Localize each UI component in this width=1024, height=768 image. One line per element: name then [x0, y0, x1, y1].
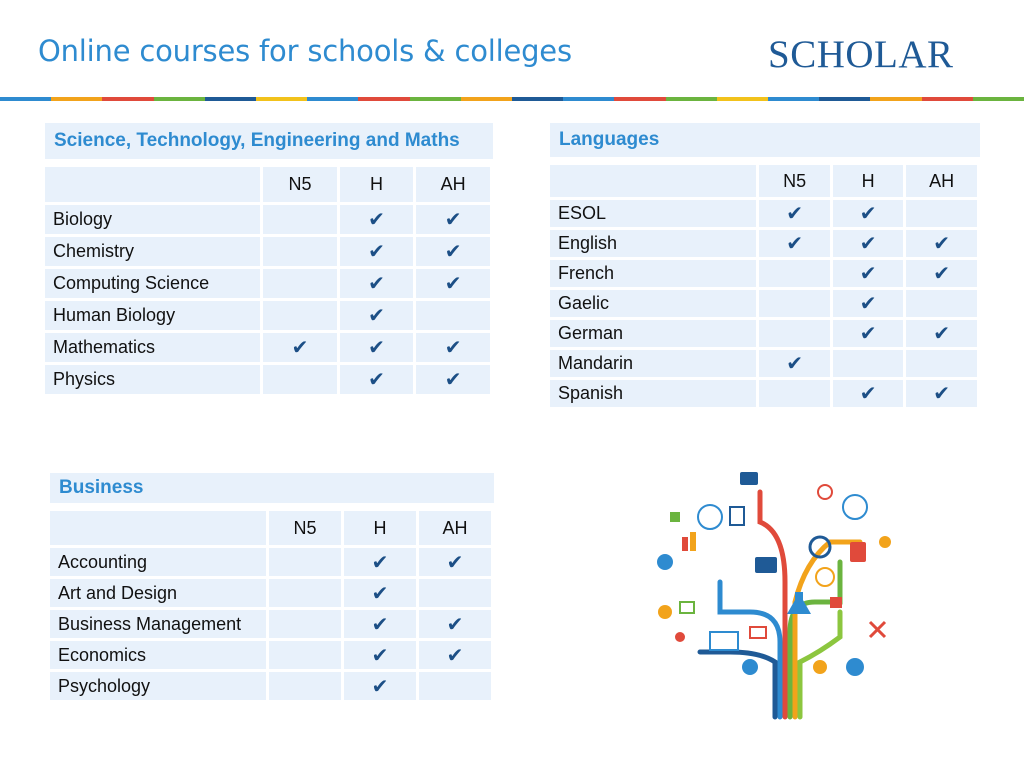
gender-icon	[818, 485, 832, 499]
empty-cell	[759, 320, 830, 347]
stripe-segment	[205, 97, 256, 101]
subject-label: Accounting	[50, 548, 266, 576]
level-header-h: H	[833, 165, 903, 197]
check-icon: ✔	[906, 320, 977, 347]
subject-label: German	[550, 320, 756, 347]
languages-header: Languages	[550, 123, 980, 157]
stripe-segment	[819, 97, 870, 101]
lock-icon	[830, 597, 842, 608]
puzzle-icon	[670, 512, 680, 522]
subject-label: Mandarin	[550, 350, 756, 377]
stripe-segment	[358, 97, 409, 101]
subject-label: Mathematics	[45, 333, 260, 362]
stripe-segment	[563, 97, 614, 101]
check-icon: ✔	[833, 290, 903, 317]
table-row	[50, 548, 491, 576]
subject-label: Computing Science	[45, 269, 260, 298]
business-corner-cell	[50, 511, 266, 545]
check-icon: ✔	[416, 333, 490, 362]
empty-cell	[906, 200, 977, 227]
subject-icons-tree-illustration	[640, 462, 910, 722]
stripe-segment	[461, 97, 512, 101]
subject-label: Physics	[45, 365, 260, 394]
check-icon: ✔	[833, 260, 903, 287]
level-header-h: H	[344, 511, 416, 545]
check-icon: ✔	[906, 260, 977, 287]
empty-cell	[269, 579, 341, 607]
pie-chart-icon	[813, 660, 827, 674]
tools-icon	[870, 622, 885, 637]
check-icon: ✔	[906, 230, 977, 257]
check-icon: ✔	[759, 350, 830, 377]
stripe-segment	[307, 97, 358, 101]
speech-bubble-icon	[657, 554, 673, 570]
table-row	[50, 672, 491, 700]
level-header-ah: AH	[419, 511, 491, 545]
empty-cell	[269, 672, 341, 700]
stripe-segment	[51, 97, 102, 101]
empty-cell	[416, 301, 490, 330]
stripe-segment	[922, 97, 973, 101]
level-header-ah: AH	[416, 167, 490, 202]
empty-cell	[833, 350, 903, 377]
image-icon	[680, 602, 694, 613]
subject-label: Psychology	[50, 672, 266, 700]
table-row	[45, 237, 490, 266]
subject-label: Economics	[50, 641, 266, 669]
check-icon: ✔	[833, 200, 903, 227]
level-header-h: H	[340, 167, 413, 202]
stem-panel	[45, 123, 493, 397]
table-row	[50, 579, 491, 607]
subject-icons-cluster	[657, 472, 891, 676]
stripe-segment	[666, 97, 717, 101]
calculator-icon	[850, 542, 866, 562]
stripe-segment	[102, 97, 153, 101]
suitcase-icon	[755, 557, 777, 573]
check-icon: ✔	[340, 365, 413, 394]
mail-icon	[750, 627, 766, 638]
subject-label: Art and Design	[50, 579, 266, 607]
check-icon: ✔	[344, 672, 416, 700]
empty-cell	[269, 610, 341, 638]
subject-label: Human Biology	[45, 301, 260, 330]
check-icon: ✔	[344, 579, 416, 607]
atom-icon	[698, 505, 722, 529]
empty-cell	[759, 260, 830, 287]
table-row	[550, 290, 977, 317]
business-header: Business	[50, 473, 494, 503]
empty-cell	[759, 380, 830, 407]
subject-label: Spanish	[550, 380, 756, 407]
table-row	[550, 380, 977, 407]
check-icon: ✔	[344, 610, 416, 638]
check-icon: ✔	[340, 333, 413, 362]
speaker-icon	[879, 536, 891, 548]
languages-table	[547, 162, 980, 410]
document-icon	[730, 507, 744, 525]
empty-cell	[263, 365, 337, 394]
check-icon: ✔	[759, 200, 830, 227]
check-icon: ✔	[344, 641, 416, 669]
empty-cell	[263, 301, 337, 330]
empty-cell	[419, 672, 491, 700]
tree-branch-navy	[700, 652, 775, 717]
languages-panel	[550, 123, 980, 410]
level-header-ah: AH	[906, 165, 977, 197]
stripe-segment	[973, 97, 1024, 101]
table-row	[550, 230, 977, 257]
share-icon	[846, 658, 864, 676]
subject-label: Biology	[45, 205, 260, 234]
subject-label: Gaelic	[550, 290, 756, 317]
globe-icon	[843, 495, 867, 519]
stripe-segment	[512, 97, 563, 101]
check-icon: ✔	[344, 548, 416, 576]
check-icon: ✔	[340, 237, 413, 266]
stripe-segment	[256, 97, 307, 101]
level-header-n5: N5	[269, 511, 341, 545]
table-row	[45, 365, 490, 394]
empty-cell	[263, 205, 337, 234]
languages-corner-cell	[550, 165, 756, 197]
check-icon: ✔	[419, 548, 491, 576]
lightbulb-icon	[658, 605, 672, 619]
table-row	[45, 205, 490, 234]
check-icon: ✔	[759, 230, 830, 257]
page-title: Online courses for schools & colleges	[38, 34, 572, 68]
empty-cell	[906, 290, 977, 317]
subject-label: Chemistry	[45, 237, 260, 266]
check-icon: ✔	[416, 205, 490, 234]
check-icon: ✔	[340, 205, 413, 234]
table-row	[550, 350, 977, 377]
check-icon: ✔	[419, 610, 491, 638]
stem-table	[42, 164, 493, 397]
subject-label: French	[550, 260, 756, 287]
empty-cell	[269, 548, 341, 576]
stem-header: Science, Technology, Engineering and Maths	[45, 123, 493, 159]
empty-cell	[269, 641, 341, 669]
stripe-segment	[717, 97, 768, 101]
gear-icon	[742, 659, 758, 675]
check-icon: ✔	[833, 380, 903, 407]
table-row	[50, 610, 491, 638]
stripe-segment	[410, 97, 461, 101]
clock-icon	[816, 568, 834, 586]
empty-cell	[263, 237, 337, 266]
check-icon: ✔	[416, 237, 490, 266]
table-row	[550, 200, 977, 227]
stem-corner-cell	[45, 167, 260, 202]
check-icon: ✔	[419, 641, 491, 669]
stripe-segment	[154, 97, 205, 101]
bar-chart-icon	[682, 537, 688, 551]
subject-label: Business Management	[50, 610, 266, 638]
level-header-n5: N5	[263, 167, 337, 202]
check-icon: ✔	[833, 230, 903, 257]
check-icon: ✔	[833, 320, 903, 347]
table-row	[45, 301, 490, 330]
heart-icon	[675, 632, 685, 642]
table-row	[550, 320, 977, 347]
business-table	[47, 508, 494, 703]
check-icon: ✔	[340, 301, 413, 330]
empty-cell	[906, 350, 977, 377]
check-icon: ✔	[906, 380, 977, 407]
table-row	[45, 333, 490, 362]
business-panel	[50, 473, 494, 703]
check-icon: ✔	[340, 269, 413, 298]
empty-cell	[263, 269, 337, 298]
stripe-segment	[768, 97, 819, 101]
empty-cell	[419, 579, 491, 607]
bar-chart-icon-bar2	[690, 532, 696, 551]
table-row	[550, 260, 977, 287]
book-icon	[710, 632, 738, 650]
subject-label: ESOL	[550, 200, 756, 227]
scholar-logo: SCHOLAR	[768, 33, 954, 76]
check-icon: ✔	[263, 333, 337, 362]
stripe-segment	[870, 97, 921, 101]
empty-cell	[759, 290, 830, 317]
stripe-segment	[614, 97, 665, 101]
color-stripe-divider	[0, 97, 1024, 101]
camera-icon	[740, 472, 758, 485]
level-header-n5: N5	[759, 165, 830, 197]
check-icon: ✔	[416, 365, 490, 394]
check-icon: ✔	[416, 269, 490, 298]
subject-label: English	[550, 230, 756, 257]
stripe-segment	[0, 97, 51, 101]
table-row	[45, 269, 490, 298]
table-row	[50, 641, 491, 669]
